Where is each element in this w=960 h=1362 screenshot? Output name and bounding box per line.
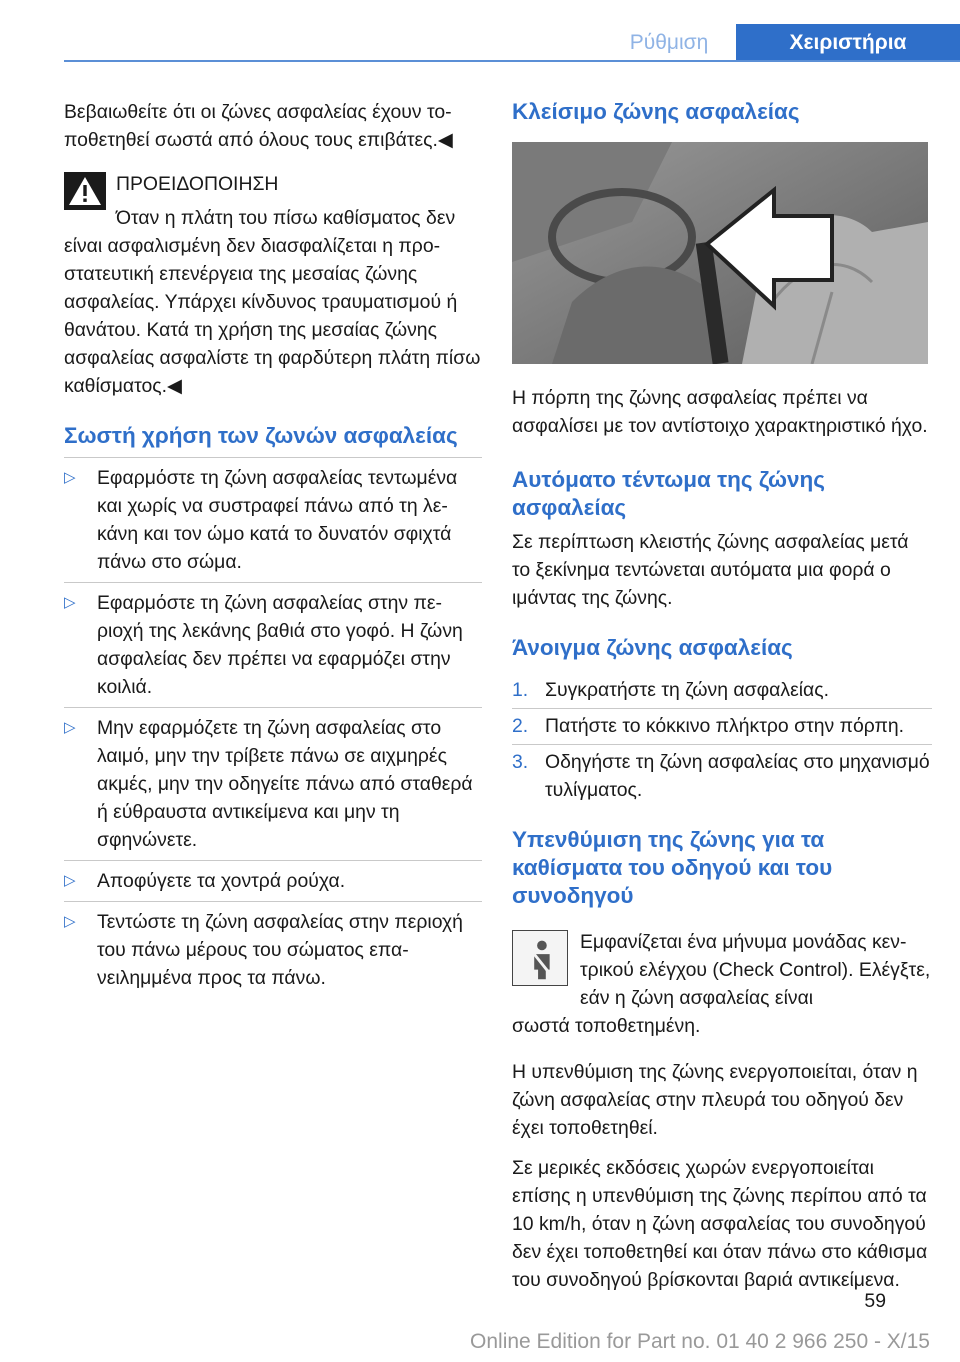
right-column bbox=[512, 98, 932, 1306]
list-item: ▷ Εφαρμόστε τη ζώνη ασφαλείας στην περιοχή της λεκάνης βαθιά στο γοφό. Η ζώνη ασφαλείας δεν πρέπει να εφαρμόζει στην κοιλιά. bbox=[64, 589, 482, 701]
section-heading-auto-tension: Αυτόματο τέντωμα της ζώνης ασφαλείας bbox=[512, 467, 825, 520]
header-tab-settings: Ρύθμιση bbox=[629, 31, 709, 54]
warning-body: Όταν η πλάτη του πίσω καθίσματος δεν είναι ασφαλισμένη δεν διασφαλίζεται η προστατευτική επενέργεια της μεσαίας ζώνης ασφαλείας. Υπάρχει κίνδυνος τραυματισμού ή θανάτου. Κατά τη χρήση της μεσαίας ζώνης ασφαλείας ασφαλίστε τη φαρδύτερη πλάτη πίσω καθίσματος.◀ bbox=[64, 207, 481, 397]
list-item: ▷ Μην εφαρμόζετε τη ζώνη ασφαλείας στο λαιμό, μην την τρίβετε πάνω σε αιχμηρές ακμές, μην την οδηγείτε πάνω από σταθερά ή εύθραυστα αντικείμενα και μην τη σφηνώνετε. bbox=[64, 714, 482, 854]
reminder-block bbox=[512, 928, 932, 1040]
reminder-paragraph-3: Σε μερικές εκδόσεις χωρών ενεργοποιείται επίσης η υπενθύμιση της ζώνης περίπου από τα 10 km/h, όταν η ζώνη ασφαλείας του συνοδηγού δεν έχει τοποθετηθεί και όταν πάνω στο κάθισμα του συνοδηγού βρίσκονται βαριά αντικείμενα. bbox=[512, 1157, 928, 1291]
page-number: 59 bbox=[864, 1290, 886, 1312]
list-item: ▷ Εφαρμόστε τη ζώνη ασφαλείας τεντωμένα και χωρίς να συστραφεί πάνω από τη λεκάνη και τον ώμο κατά το δυνατόν σφιχτά πάνω στο σώμα. bbox=[64, 464, 482, 576]
belt-usage-list bbox=[64, 464, 482, 992]
triangle-bullet-icon: ▷ bbox=[64, 913, 76, 930]
reminder-line2: σωστά τοποθετημένη. bbox=[512, 1015, 701, 1037]
warning-triangle-icon bbox=[64, 172, 106, 210]
closing-paragraph: Η πόρπη της ζώνης ασφαλείας πρέπει να ασφαλίσει με τον αντίστοιχο χαρακτηριστικό ήχο. bbox=[512, 387, 928, 437]
auto-tension-paragraph: Σε περίπτωση κλειστής ζώνης ασφαλείας μετά το ξεκίνημα τεντώνεται αυτόματα μια φορά ο ιμάντας της ζώνης. bbox=[512, 531, 909, 609]
warning-block bbox=[64, 170, 482, 400]
section-heading-opening: Άνοιγμα ζώνης ασφαλείας bbox=[512, 635, 793, 660]
triangle-bullet-icon: ▷ bbox=[64, 719, 76, 736]
triangle-bullet-icon: ▷ bbox=[64, 594, 76, 611]
list-item: ▷ Αποφύγετε τα χοντρά ρούχα. bbox=[64, 867, 482, 895]
warning-title: ΠΡΟΕΙΔΟΠΟΙΗΣΗ bbox=[116, 173, 279, 195]
list-item: ▷ Τεντώστε τη ζώνη ασφαλείας στην περιοχή του πάνω μέρους του σώματος επανειλημμένα προς τα πάνω. bbox=[64, 908, 482, 992]
footer-edition: Online Edition for Part no. 01 40 2 966 250 - X/15 bbox=[470, 1330, 930, 1353]
list-item: 3. Οδηγήστε τη ζώνη ασφαλείας στο μηχανισμό τυλίγματος. bbox=[512, 748, 932, 804]
left-column bbox=[64, 98, 482, 1005]
intro-paragraph: Βεβαιωθείτε ότι οι ζώνες ασφαλείας έχουν τοποθετηθεί σωστά από όλους τους επιβάτες.◀ bbox=[64, 101, 453, 151]
section-heading-reminder: Υπενθύμιση της ζώνης για τα καθίσματα του οδηγού και του συνοδηγού bbox=[512, 827, 833, 908]
opening-steps-list bbox=[512, 676, 932, 804]
list-item: 2. Πατήστε το κόκκινο πλήκτρο στην πόρπη. bbox=[512, 712, 932, 740]
reminder-line1: Εμφανίζεται ένα μήνυμα μονάδας κεντρικού ελέγχου (Check Control). Ελέγξτε, εάν η ζώνη ασφαλείας είναι bbox=[580, 931, 931, 1009]
header-tab-controls: Χειριστήρια bbox=[736, 24, 960, 62]
seatbelt-icon bbox=[512, 930, 568, 986]
section-heading-closing: Κλείσιμο ζώνης ασφαλείας bbox=[512, 99, 800, 124]
header-rule bbox=[64, 60, 960, 62]
reminder-paragraph-2: Η υπενθύμιση της ζώνης ενεργοποιείται, όταν η ζώνη ασφαλείας στην πλευρά του οδηγού δεν έχει τοποθετηθεί. bbox=[512, 1061, 918, 1139]
section-heading-correct-use: Σωστή χρήση των ζωνών ασφαλείας bbox=[64, 423, 458, 448]
triangle-bullet-icon: ▷ bbox=[64, 469, 76, 486]
triangle-bullet-icon: ▷ bbox=[64, 872, 76, 889]
seatbelt-buckle-photo bbox=[512, 142, 928, 364]
page-header bbox=[0, 0, 960, 62]
list-item: 1. Συγκρατήστε τη ζώνη ασφαλείας. bbox=[512, 679, 829, 701]
